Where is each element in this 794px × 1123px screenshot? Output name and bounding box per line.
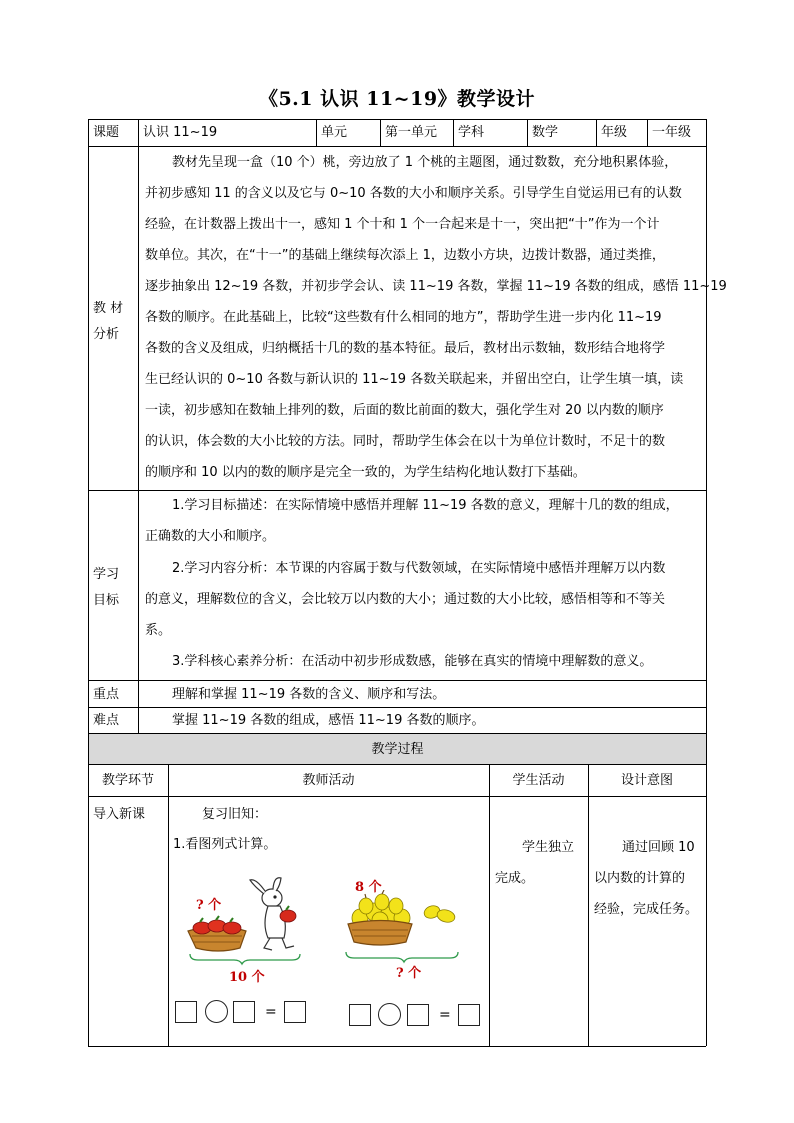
table-border: [88, 119, 89, 1046]
material-analysis-label: 教 材 分析: [93, 301, 124, 342]
col-intent-header: 设计意图: [620, 773, 673, 788]
text-line: 正确数的大小和顺序。: [145, 529, 276, 544]
answer-box[interactable]: [458, 1004, 480, 1026]
table-border: [489, 764, 490, 1046]
answer-box[interactable]: [349, 1004, 371, 1026]
design-intent: 通过回顾 10 以内数的计算的 经验，完成任务。: [594, 840, 699, 917]
teacher-task: 1.看图列式计算。: [173, 837, 277, 852]
answer-box[interactable]: [407, 1004, 429, 1026]
text-line: 各数的含义及组成，归纳概括十几的数的基本特征。最后，教材出示数轴，数形结合地将学: [145, 341, 666, 356]
document-title: 《5.1 认识 11~19》教学设计: [258, 88, 536, 110]
topic-value: 认识 11~19: [143, 125, 218, 140]
learning-goals-label: 学习 目标: [93, 567, 120, 608]
text-line: 生已经认识的 0~10 各数与新认识的 11~19 各数关联起来，并留出空白，让学生填一填，读: [145, 372, 684, 387]
text-line: 逐步抽象出 12~19 各数，并初步学会认、读 11~19 各数，掌握 11~19 各数的组成，感悟 11~19: [145, 279, 727, 294]
pic1-question-label: ? 个: [196, 898, 222, 913]
table-border: [316, 119, 317, 146]
text-line: 的顺序和 10 以内的数的顺序是完全一致的，为学生结构化地认数打下基础。: [145, 465, 586, 480]
key-point-text: 理解和掌握 11~19 各数的含义、顺序和写法。: [172, 687, 446, 702]
equals-sign: =: [439, 1007, 451, 1023]
table-border: [88, 119, 706, 120]
grade-label: 年级: [601, 125, 628, 140]
fruit-icon: [223, 922, 241, 934]
subject-label: 学科: [458, 125, 485, 140]
unit-value: 第一单元: [385, 125, 438, 140]
table-border: [596, 119, 597, 146]
text-line: 数单位。其次，在“十一”的基础上继续每次添上 1，边数小方块，边拨计数器，通过类推，: [145, 248, 665, 263]
table-border: [168, 764, 169, 1046]
difficulty-text: 掌握 11~19 各数的组成，感悟 11~19 各数的顺序。: [172, 713, 485, 728]
teacher-review-heading: 复习旧知：: [202, 807, 268, 822]
text-line: 2.学习内容分析：本节课的内容属于数与代数领域，在实际情境中感悟并理解万以内数: [172, 561, 666, 576]
table-border: [88, 146, 706, 147]
topic-label: 课题: [93, 125, 120, 140]
text-line: 并初步感知 11 的含义以及它与 0~10 各数的大小和顺序关系。引导学生自觉运用已有的认数: [145, 186, 682, 201]
table-border: [88, 707, 706, 708]
pic2-question-label: ? 个: [396, 966, 422, 981]
table-border: [527, 119, 528, 146]
col-teacher-header: 教师活动: [302, 773, 355, 788]
table-border: [588, 764, 589, 1046]
stage-name: 导入新课: [93, 807, 146, 822]
table-border: [706, 119, 707, 1046]
text-line: 的认识，体会数的大小比较的方法。同时，帮助学生体会在以十为单位计数时，不足十的数: [145, 434, 666, 449]
table-border: [138, 119, 139, 733]
rabbit-icon: [250, 878, 296, 950]
table-border: [88, 1046, 706, 1047]
text-line: 一读，初步感知在数轴上排列的数，后面的数比前面的数大，强化学生对 20 以内数的顺序: [145, 403, 664, 418]
answer-box[interactable]: [284, 1001, 306, 1023]
table-border: [88, 796, 706, 797]
table-border: [88, 490, 706, 491]
pear-icon: [422, 904, 456, 924]
process-heading: 教学过程: [371, 742, 424, 757]
col-student-header: 学生活动: [512, 773, 565, 788]
operator-circle[interactable]: [378, 1003, 401, 1026]
key-point-label: 重点: [93, 687, 120, 702]
text-line: 各数的顺序。在此基础上，比较“这些数有什么相同的地方”，帮助学生进一步内化 11~19: [145, 310, 662, 325]
table-border: [88, 764, 706, 765]
table-border: [88, 680, 706, 681]
answer-box[interactable]: [175, 1001, 197, 1023]
pic1-total-label: 10 个: [229, 970, 265, 985]
unit-label: 单元: [321, 125, 348, 140]
equals-sign: =: [265, 1004, 277, 1020]
table-border: [453, 119, 454, 146]
grade-value: 一年级: [652, 125, 692, 140]
table-border: [647, 119, 648, 146]
text-line: 系。: [145, 623, 172, 638]
difficulty-label: 难点: [93, 713, 120, 728]
text-line: 1.学习目标描述：在实际情境中感悟并理解 11~19 各数的意义，理解十几的数的组成，: [172, 498, 679, 513]
subject-value: 数学: [532, 125, 559, 140]
table-border: [380, 119, 381, 146]
pic1-illustration: [184, 876, 309, 966]
pic2-illustration: [342, 890, 474, 970]
col-stage-header: 教学环节: [101, 773, 154, 788]
pic2-count-label: 8 个: [355, 880, 382, 895]
answer-box[interactable]: [233, 1001, 255, 1023]
text-line: 3.学科核心素养分析：在活动中初步形成数感，能够在真实的情境中理解数的意义。: [172, 654, 653, 669]
text-line: 经验，在计数器上拨出十一，感知 1 个十和 1 个一合起来是十一，突出把“十”作为一个计: [145, 217, 660, 232]
student-activity: 学生独立 完成。: [495, 840, 575, 886]
text-line: 教材先呈现一盒（10 个）桃，旁边放了 1 个桃的主题图，通过数数，充分地积累体验，: [172, 155, 678, 170]
text-line: 的意义，理解数位的含义，会比较万以内数的大小；通过数的大小比较，感悟相等和不等关: [145, 592, 666, 607]
operator-circle[interactable]: [205, 1000, 228, 1023]
